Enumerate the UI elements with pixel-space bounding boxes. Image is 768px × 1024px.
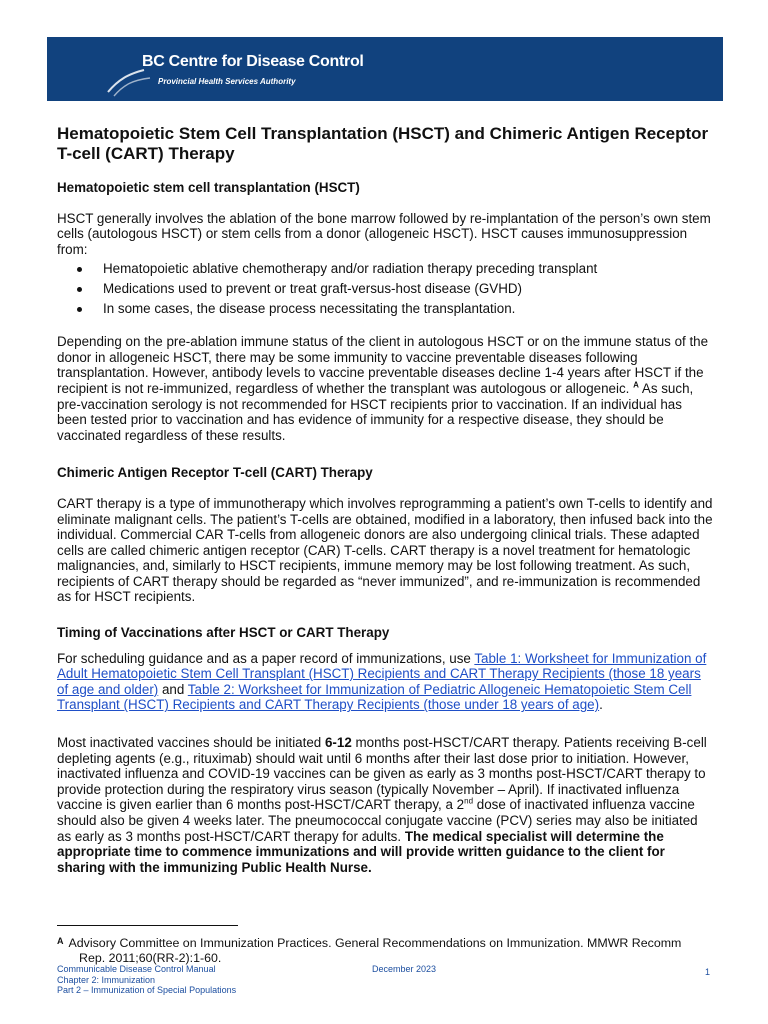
- table2-worksheet-link[interactable]: Table 2: Worksheet for Immunization of Pediatric Allogeneic Hematopoietic Stem Cell Transplant (HSCT) Recipients and CART Therapy Recipients (those under 18 years of age): [57, 681, 692, 713]
- document-body: [57, 124, 714, 875]
- table1-worksheet-link[interactable]: Table 1: Worksheet for Immunization of Adult Hematopoietic Stem Cell Transplant (HSCT) Recipients and CART Therapy Recipients (those 18 years of age and older): [57, 650, 707, 697]
- section-heading-cart: Chimeric Antigen Receptor T-cell (CART) Therapy: [57, 465, 373, 481]
- list-item: Hematopoietic ablative chemotherapy and/or radiation therapy preceding transplant: [57, 261, 714, 277]
- paragraph-text: For scheduling guidance and as a paper record of immunizations, use: [57, 650, 475, 666]
- footer-date: December 2023: [372, 964, 437, 974]
- paragraph-text: As such, pre-vaccination serology is not recommended for HSCT recipients prior to vaccination. If an individual has been tested prior to vaccination and has evidence of immunity for a respective disease, they should be vaccinated regardless of these results.: [57, 380, 694, 443]
- footnote-divider: [57, 925, 238, 926]
- footnote-text: Rep. 2011;60(RR-2):1-60.: [79, 951, 222, 965]
- hsct-intro-paragraph: HSCT generally involves the ablation of the bone marrow followed by re-implantation of the person’s own stem cells (autologous HSCT) or stem cells from a donor (allogeneic HSCT). HSCT causes immunosuppression from:: [57, 210, 711, 257]
- footnote-marker: A: [57, 936, 64, 946]
- footnote-ref[interactable]: A: [633, 380, 639, 390]
- org-subtitle: Provincial Health Services Authority: [158, 77, 296, 86]
- specialist-guidance-bold: The medical specialist will determine the appropriate time to commence immunizations and will provide written guidance to the client for sharing with the immunizing Public Health Nurse.: [57, 828, 665, 875]
- immunosuppression-causes-list: [57, 261, 714, 316]
- section-heading-timing: Timing of Vaccinations after HSCT or CART Therapy: [57, 625, 390, 641]
- timing-guidance-paragraph: [57, 651, 714, 713]
- timing-details-paragraph: [57, 735, 714, 875]
- section-heading-hsct: Hematopoietic stem cell transplantation (HSCT): [57, 180, 360, 195]
- footer-line: Chapter 2: Immunization: [57, 974, 156, 985]
- org-name: BC Centre for Disease Control: [142, 53, 364, 70]
- footer-line: Part 2 – Immunization of Special Populations: [57, 985, 237, 995]
- footnote: [57, 934, 712, 966]
- header-banner: [47, 37, 723, 101]
- footnote-text: Advisory Committee on Immunization Practices. General Recommendations on Immunization. MMWR Recomm: [68, 936, 682, 950]
- hsct-immunity-paragraph: [57, 334, 714, 443]
- ordinal-suffix: nd: [464, 796, 474, 806]
- bold-range: 6-12: [324, 735, 352, 751]
- paragraph-text: Depending on the pre-ablation immune status of the client in autologous HSCT or on the immune status of the donor in allogeneic HSCT, there may be some immunity to vaccine preventable diseases following transplantation. However, antibody levels to vaccine preventable diseases decline 1-4 years after HSCT if the recipient is not re-immunized, regardless of whether the transplant was autologous or allogeneic.: [57, 334, 709, 396]
- list-item: Medications used to prevent or treat graft-versus-host disease (GVHD): [57, 281, 714, 297]
- footer-line: Communicable Disease Control Manual: [57, 964, 216, 974]
- paragraph-text: dose of inactivated influenza vaccine should also be given 4 weeks later. The pneumococcal conjugate vaccine (PCV) series may also be initiated as early as 3 months post-HSCT/CART therapy for adults.: [57, 797, 698, 844]
- page-number: 1: [705, 967, 711, 977]
- paragraph-text: Most inactivated vaccines should be initiated: [57, 735, 325, 751]
- footer-document-info: [57, 964, 236, 996]
- paragraph-text: and: [158, 681, 188, 697]
- paragraph-text: months post-HSCT/CART therapy. Patients receiving B-cell depleting agents (e.g., rituximab) should wait until 6 months after their last dose prior to initiation. However, inactivated influenza and COVID-19 vaccines can be given as early as 3 months post-HSCT/CART therapy to provide protection during the respiratory virus season (typically November – April). If inactivated influenza vaccine is given earlier than 6 months post-HSCT/CART therapy, a 2: [57, 735, 707, 813]
- cart-paragraph: CART therapy is a type of immunotherapy which involves reprogramming a patient’s own T-cells to identify and eliminate malignant cells. The patient’s T-cells are obtained, modified in a laboratory, then infused back into the individual. Commercial CAR T-cells from allogeneic donors are also undergoing clinical trials. These adapted cells are called chimeric antigen receptor (CAR) T-cells. CART therapy is a novel treatment for hematologic malignancies, and, similarly to HSCT recipients, immune memory may be lost following treatment. As such, recipients of CART therapy should be regarded as “never immunized”, and re-immunization is recommended as for HSCT recipients.: [57, 495, 713, 605]
- paragraph-text: .: [599, 697, 603, 713]
- list-item: In some cases, the disease process necessitating the transplantation.: [57, 301, 714, 317]
- page-title: Hematopoietic Stem Cell Transplantation (HSCT) and Chimeric Antigen Receptor T-cell (CART) Therapy: [57, 124, 709, 163]
